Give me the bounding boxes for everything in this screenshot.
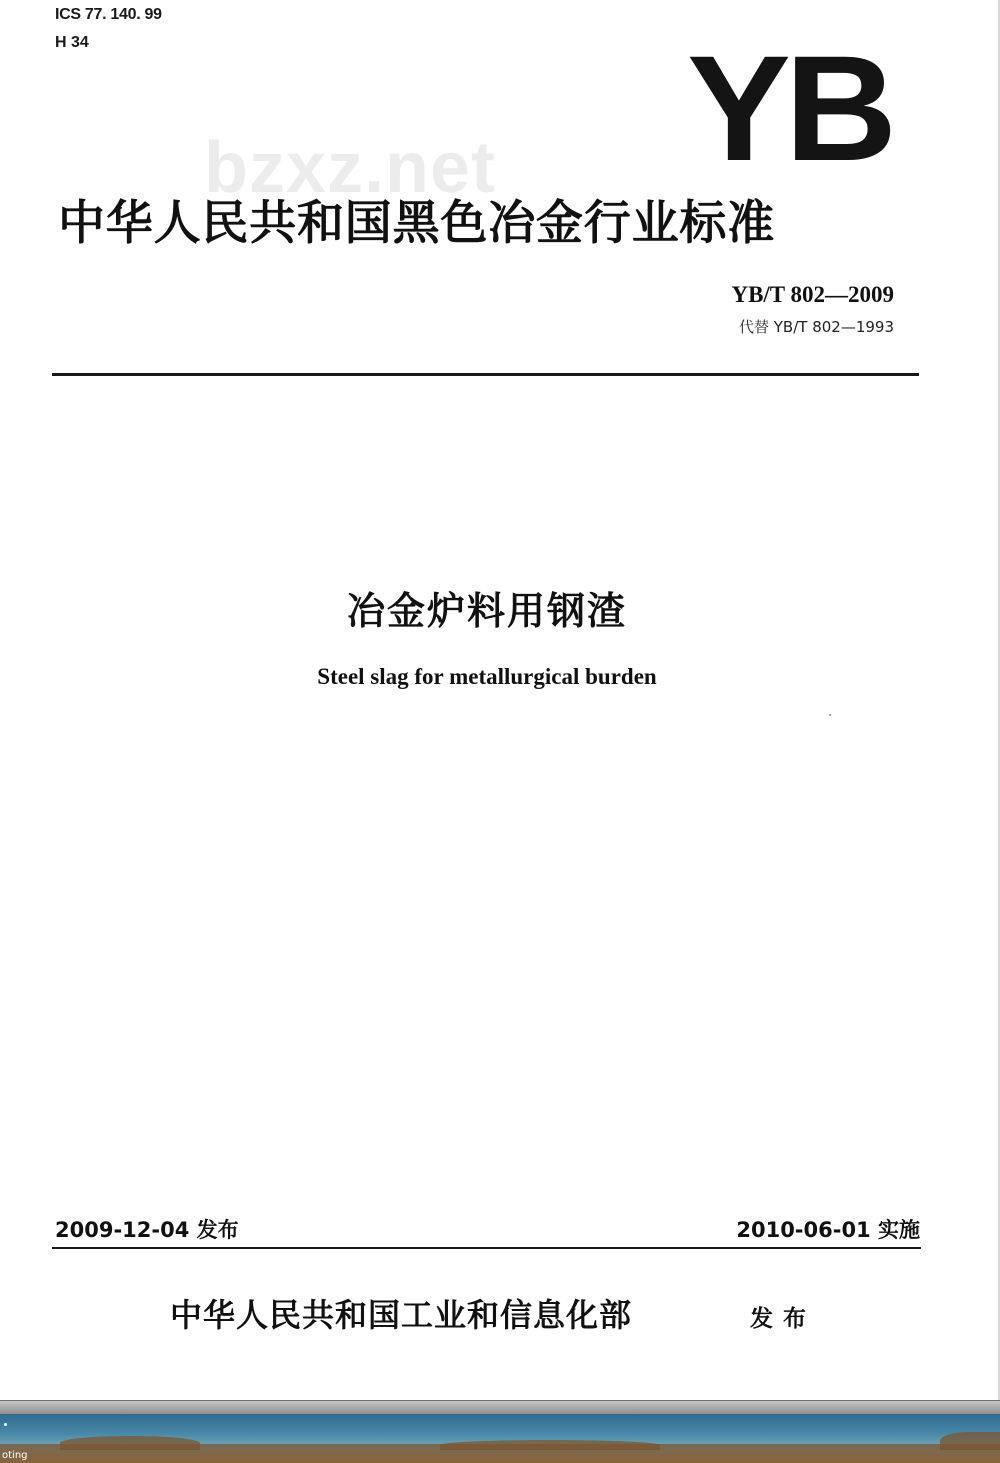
desktop-background xyxy=(0,1414,1000,1463)
watermark: bzxz.net xyxy=(204,128,497,208)
yb-logo xyxy=(684,42,894,167)
footer-divider xyxy=(52,1247,921,1249)
desktop-icon-marker xyxy=(4,1423,7,1426)
ics-code: ICS 77. 140. 99 xyxy=(55,6,162,23)
document-title-chinese: 冶金炉料用钢渣 xyxy=(346,589,627,633)
issuing-authority-suffix: 发布 xyxy=(750,1306,816,1332)
desktop-rock-shape xyxy=(440,1440,660,1450)
document-title-english: Steel slag for metallurgical burden xyxy=(317,664,657,689)
issue-date: 2009-12-04 发布 xyxy=(55,1218,239,1242)
implementation-date: 2010-06-01 实施 xyxy=(736,1218,920,1242)
standard-replaces: 代替 YB/T 802—1993 xyxy=(738,318,894,336)
scan-speck xyxy=(829,714,831,716)
standard-number: YB/T 802—2009 xyxy=(731,282,894,307)
issuing-authority: 中华人民共和国工业和信息化部 xyxy=(170,1296,633,1334)
yb-logo-text: YB xyxy=(687,42,891,167)
classification-code: H 34 xyxy=(55,34,89,51)
header-divider xyxy=(52,373,919,376)
desktop-rock-shape xyxy=(60,1436,200,1450)
desktop-rock-shape xyxy=(940,1432,1000,1450)
desktop-icon-label[interactable]: oting xyxy=(2,1450,28,1461)
standard-category-title: 中华人民共和国黑色冶金行业标准 xyxy=(58,196,775,251)
viewer-bottom-bar[interactable] xyxy=(0,1400,1000,1415)
